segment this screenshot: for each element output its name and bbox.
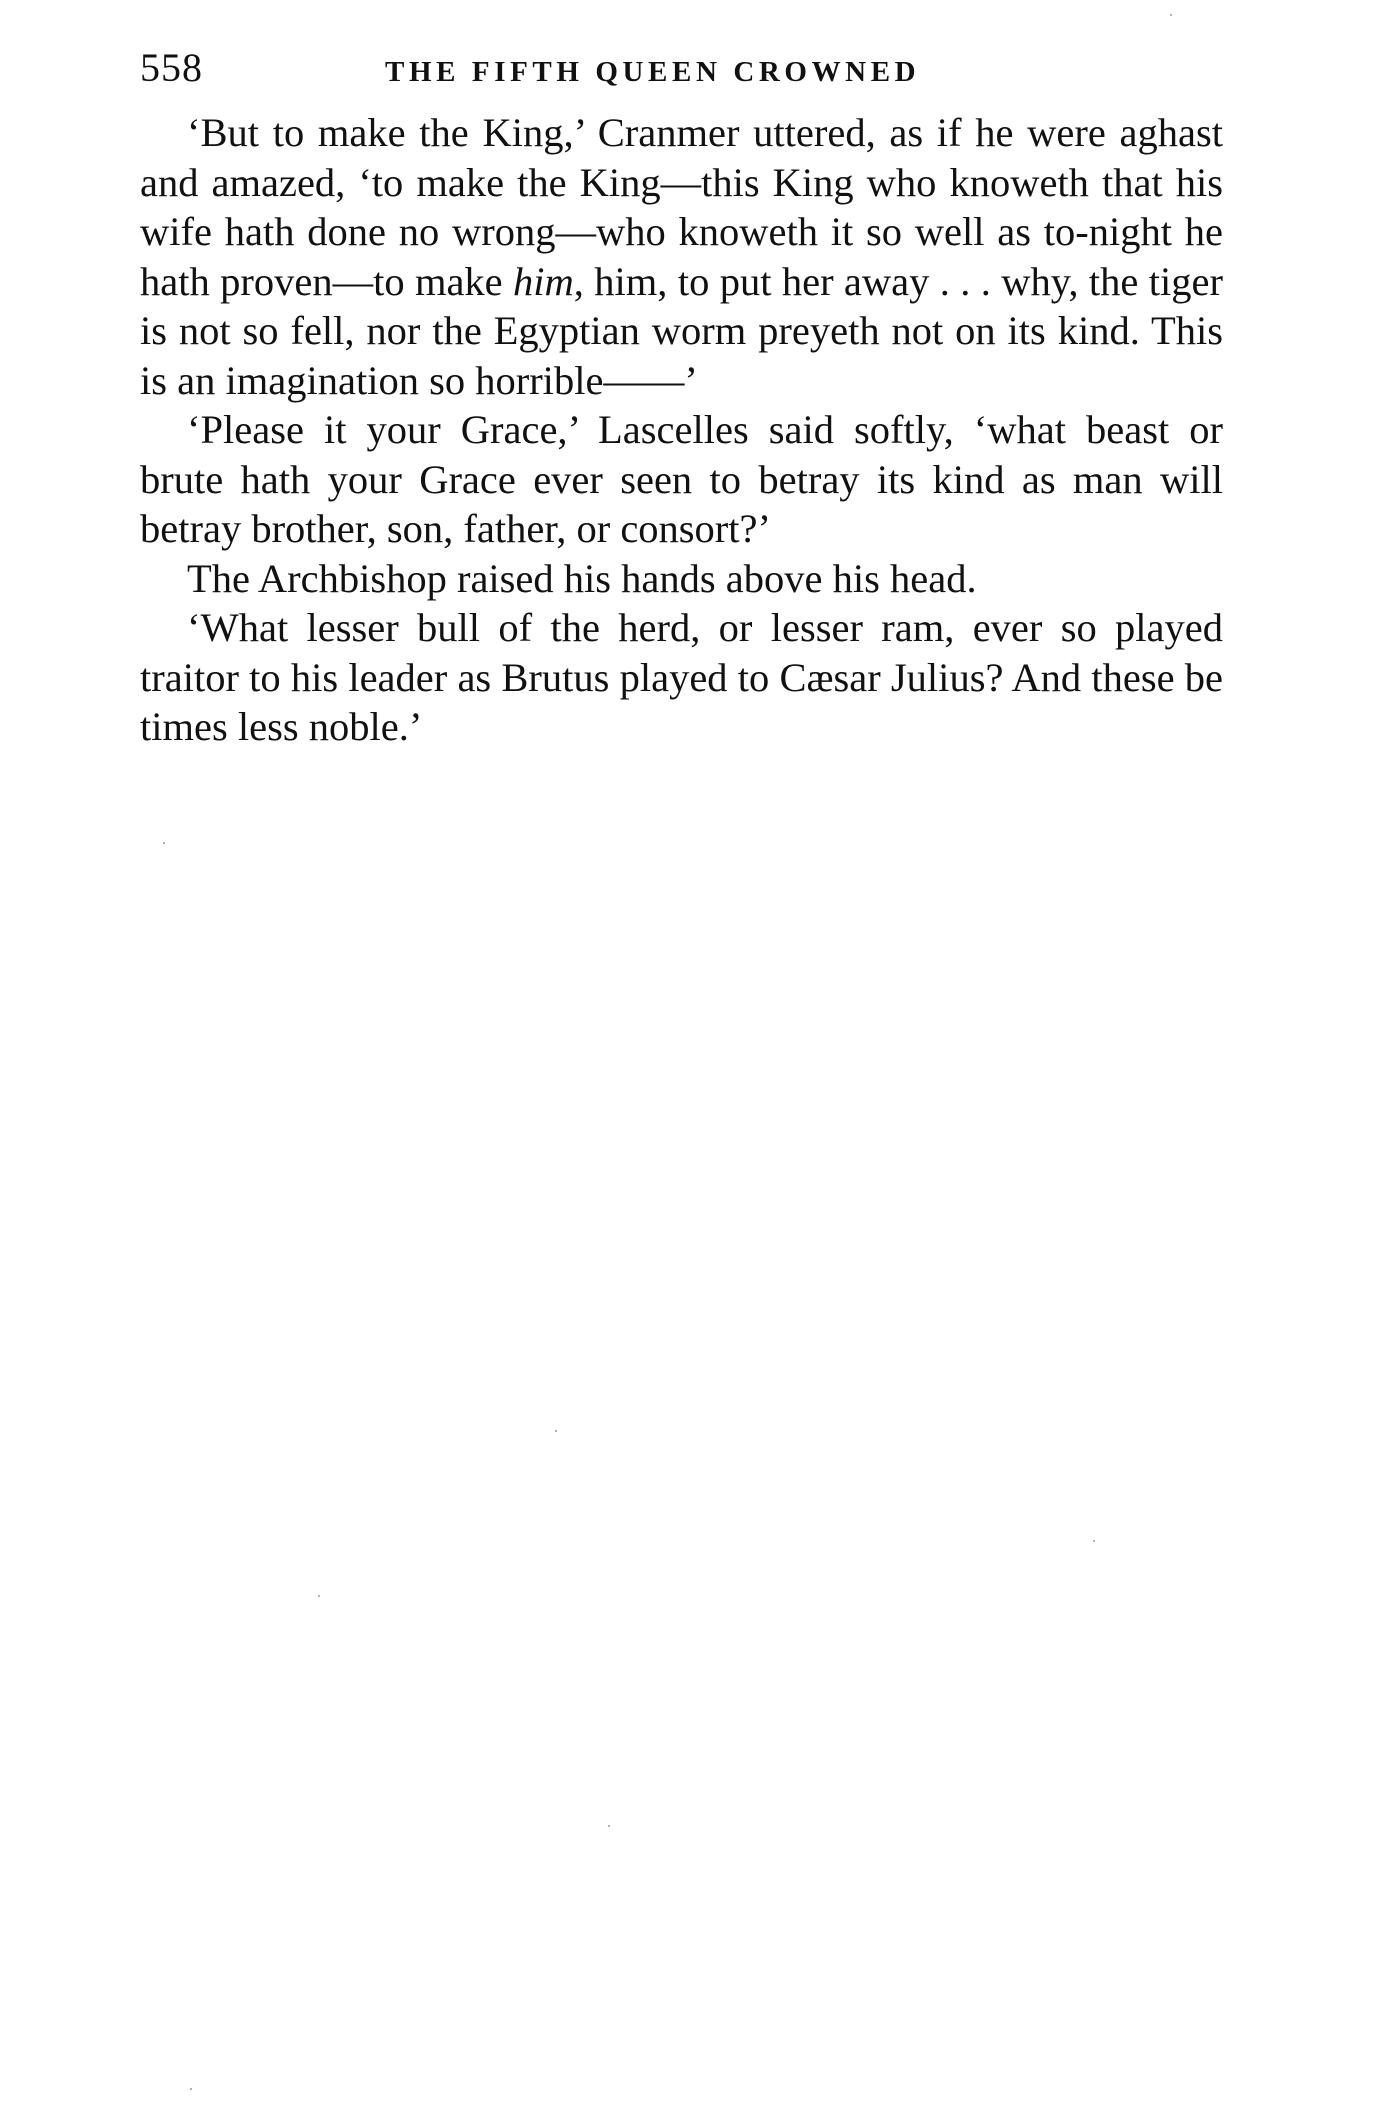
paragraph-lascelles: ‘Please it your Grace,’ Lascelles said softly, ‘what beast or brute hath your Grace ever seen to betray its kind as man will betray brother, son, father, or consort?’ [140,407,1223,551]
scan-speck [608,1825,610,1827]
paragraph-cranmer-text-after: , him, to put her away . . . why, the tiger is not so fell, nor the Egyptian worm preyeth not on its kind. This is an imagination so horrible——’ [140,258,1223,403]
emphasized-word: him [513,258,574,304]
running-title: THE FIFTH QUEEN CROWNED [385,56,921,88]
scan-speck [1093,1540,1095,1542]
paragraph-brutus: ‘What lesser bull of the herd, or lesser ram, ever so played traitor to his leader as Brutus played to Cæsar Julius? And these be times less noble.’ [140,605,1223,749]
scan-speck [190,2088,192,2090]
page-number: 558 [140,45,203,90]
paragraph-archbishop: The Archbishop raised his hands above his head. [187,555,977,601]
scan-speck [1170,14,1172,16]
scan-speck [555,1430,557,1432]
body-text [140,108,1223,752]
scan-speck [318,1595,320,1597]
paragraph-cranmer [140,108,1223,405]
running-header [140,38,1223,98]
scan-speck [163,842,165,844]
paragraph-cranmer-text-before: ‘But to make the King,’ Cranmer uttered, as if he were aghast and amazed, ‘to make the King—this King who knoweth that his wife hath done no wrong—who knoweth it so well as to-night he hath proven—to make [140,110,1223,304]
